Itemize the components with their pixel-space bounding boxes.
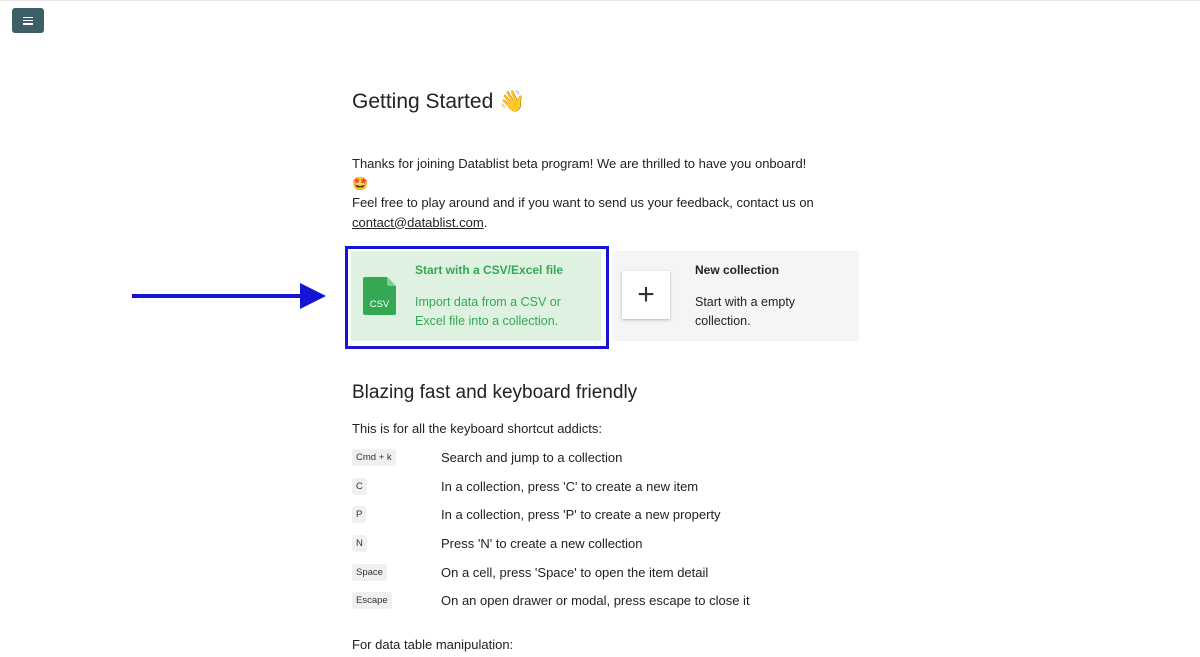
plus-glyph: + <box>637 278 655 311</box>
shortcut-description: In a collection, press 'C' to create a new item <box>441 479 699 494</box>
csv-card-description: Import data from a CSV or Excel file into a collection. <box>415 295 561 328</box>
keyboard-section-heading: Blazing fast and keyboard friendly <box>352 382 638 403</box>
shortcut-key: Cmd + k <box>352 449 396 466</box>
csv-import-card[interactable] <box>351 251 601 341</box>
top-divider <box>0 0 1200 1</box>
data-table-subtitle: For data table manipulation: <box>352 637 514 652</box>
shortcut-description: On an open drawer or modal, press escape to close it <box>441 593 750 608</box>
shortcut-description: Search and jump to a collection <box>441 450 623 465</box>
waving-hand-icon: 👋 <box>499 90 526 113</box>
csv-file-icon <box>363 277 396 315</box>
shortcut-key: P <box>352 506 366 523</box>
csv-card-title: Start with a CSV/Excel file <box>415 263 564 277</box>
hamburger-menu-icon <box>23 17 33 25</box>
new-collection-title: New collection <box>695 263 780 277</box>
intro-period: . <box>483 214 488 230</box>
shortcut-key: Escape <box>352 592 392 609</box>
new-collection-description: Start with a empty collection. <box>695 295 796 328</box>
csv-icon-label: CSV <box>369 299 390 310</box>
star-struck-icon: 🤩 <box>352 175 369 191</box>
page-title <box>352 90 525 114</box>
shortcut-description: In a collection, press 'P' to create a new property <box>441 507 721 522</box>
intro-line-1: Thanks for joining Datablist beta program! We are thrilled to have you onboard! <box>352 156 807 171</box>
menu-button[interactable] <box>12 8 44 33</box>
plus-icon <box>622 271 670 319</box>
intro-text <box>352 154 822 232</box>
shortcut-key: N <box>352 535 367 552</box>
annotation-arrow-icon <box>132 283 326 309</box>
page-title-text: Getting Started <box>352 90 494 113</box>
shortcut-key: Space <box>352 564 387 581</box>
contact-email-link[interactable]: contact@datablist.com <box>352 214 484 230</box>
new-collection-card[interactable] <box>612 251 859 341</box>
keyboard-section-subtitle: This is for all the keyboard shortcut addicts: <box>352 421 603 436</box>
shortcut-key: C <box>352 478 367 495</box>
shortcut-description: On a cell, press 'Space' to open the item detail <box>441 565 709 580</box>
shortcut-description: Press 'N' to create a new collection <box>441 536 643 551</box>
intro-line-2: Feel free to play around and if you want to send us your feedback, contact us on <box>352 195 814 210</box>
